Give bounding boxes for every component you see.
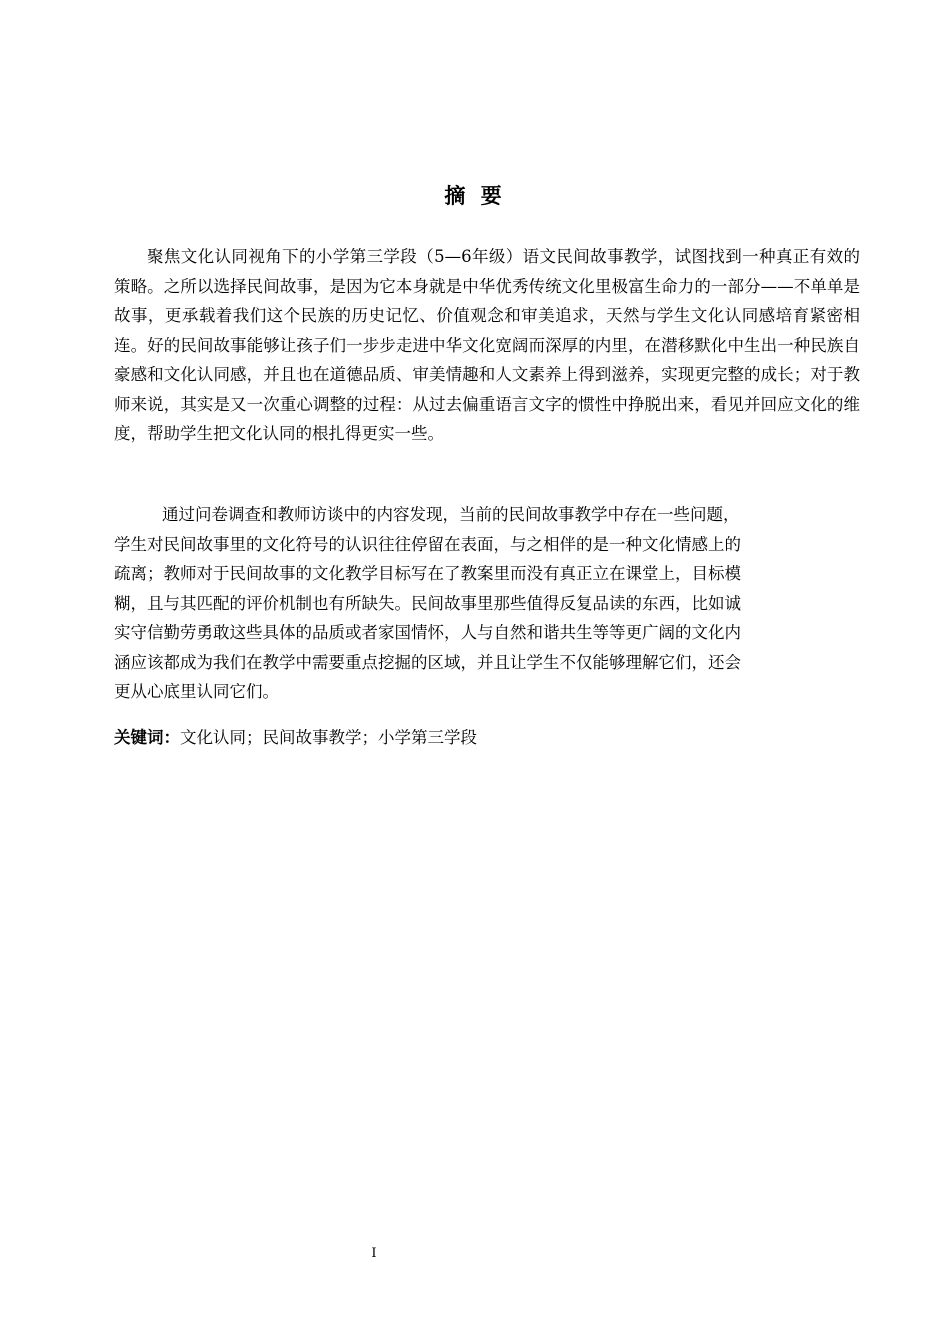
abstract-paragraph-2 [114,500,860,707]
abstract-title: 摘 要 [444,184,506,208]
abstract-paragraph-1: 聚焦文化认同视角下的小学第三学段（5—6年级）语文民间故事教学，试图找到一种真正有效的策略。之所以选择民间故事，是因为它本身就是中华优秀传统文化里极富生命力的一部分——不单单是故事，更承载着我们这个民族的历史记忆、价值观念和审美追求，天然与学生文化认同感培育紧密相连。好的民间故事能够让孩子们一步步走进中华文化宽阔而深厚的内里，在潜移默化中生出一种民族自豪感和文化认同感，并且也在道德品质、审美情趣和人文素养上得到滋养，实现更完整的成长；对于教师来说，其实是又一次重心调整的过程：从过去偏重语言文字的惯性中挣脱出来，看见并回应文化的维度，帮助学生把文化认同的根扎得更实一些。 [114,247,860,443]
paragraph-2-line: 实守信勤劳勇敢这些具体的品质或者家国情怀，人与自然和谐共生等等更广阔的文化内 [114,623,741,642]
paragraph-2-line: 疏离；教师对于民间故事的文化教学目标写在了教案里而没有真正立在课堂上，目标模 [114,564,741,583]
page-number: I [371,1246,377,1261]
paragraph-2-line: 学生对民间故事里的文化符号的认识往往停留在表面，与之相伴的是一种文化情感上的 [114,534,741,554]
keywords-label: 关键词： [114,728,180,747]
paragraph-2-line: 涵应该都成为我们在教学中需要重点挖掘的区域，并且让学生不仅能够理解它们，还会 [114,652,741,672]
paragraph-2-line: 通过问卷调查和教师访谈中的内容发现，当前的民间故事教学中存在一些问题， [162,505,740,524]
keywords-text: 文化认同；民间故事教学；小学第三学段 [180,728,477,747]
paragraph-2-line: 更从心底里认同它们。 [114,682,279,701]
paragraph-2-line: 糊，且与其匹配的评价机制也有所缺失。民间故事里那些值得反复品读的东西，比如诚 [114,593,741,613]
keywords-line [114,723,477,753]
